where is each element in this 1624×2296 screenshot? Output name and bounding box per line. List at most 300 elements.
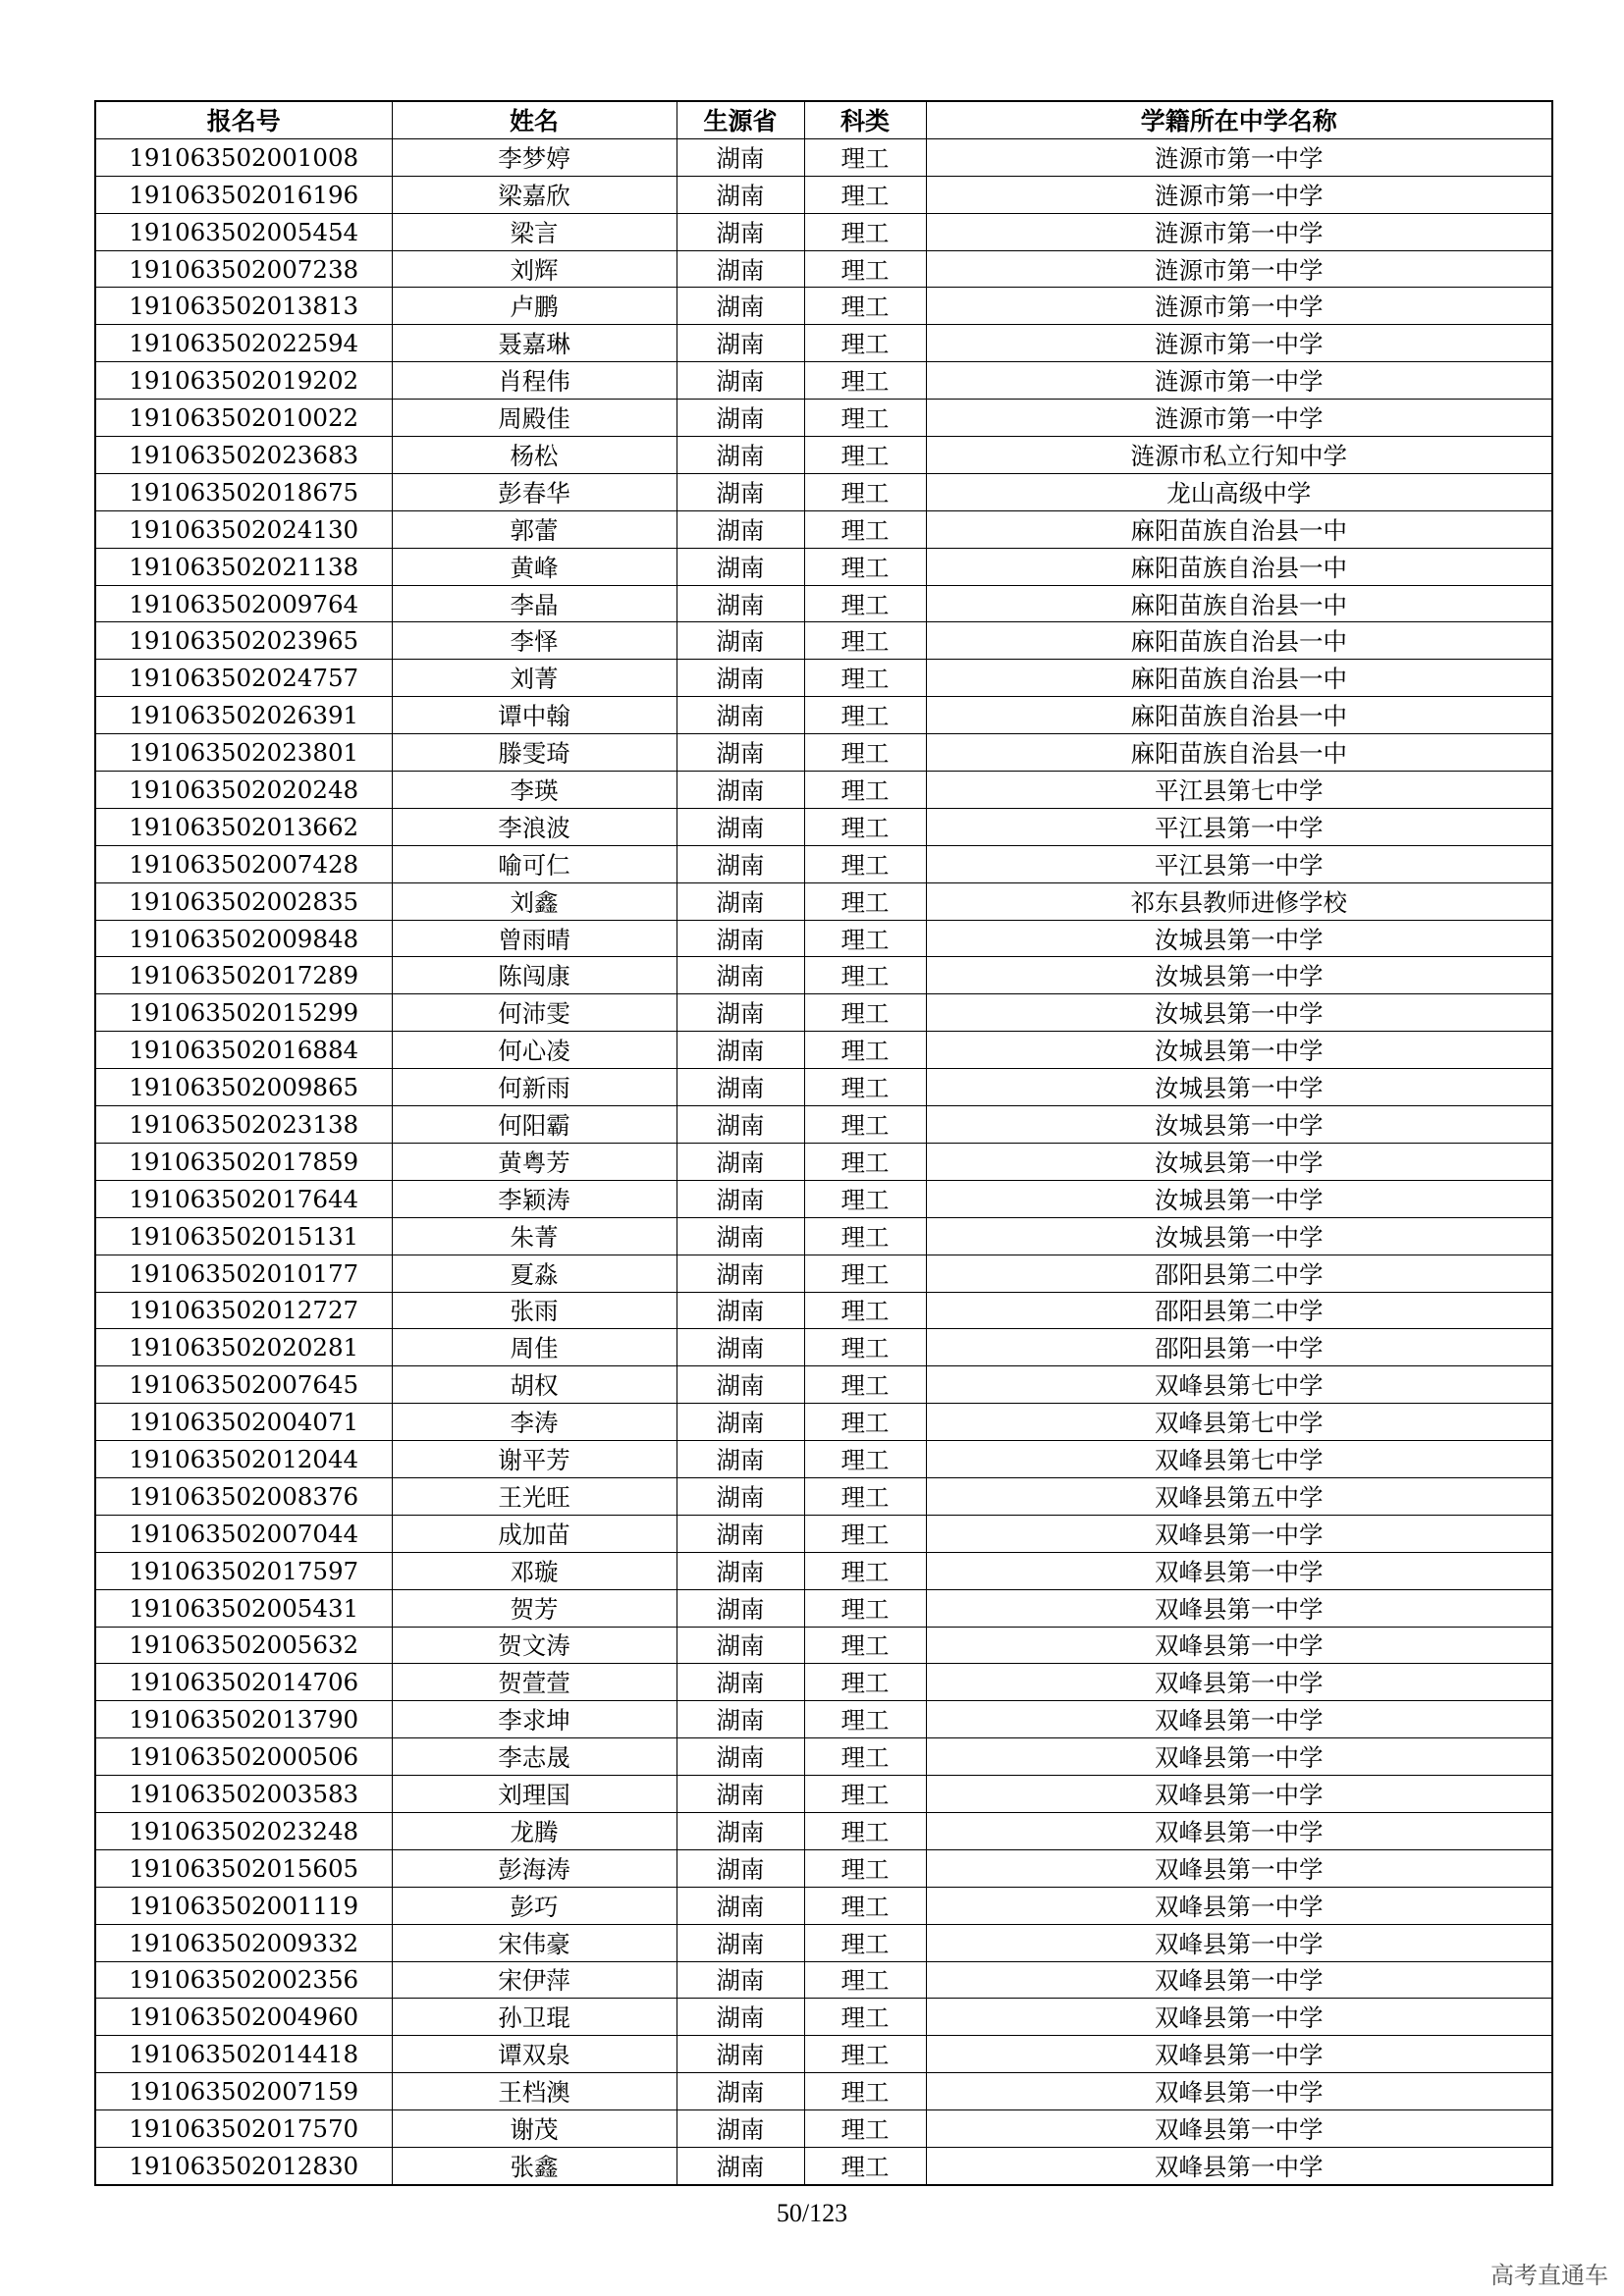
registration-no-cell: 191063502024757 (95, 660, 392, 697)
registration-no-cell: 191063502023801 (95, 734, 392, 772)
province-cell: 湖南 (677, 585, 804, 622)
registration-no-cell: 191063502023965 (95, 622, 392, 660)
category-cell: 理工 (804, 1589, 926, 1627)
school-cell: 麻阳苗族自治县一中 (926, 585, 1552, 622)
school-cell: 涟源市第一中学 (926, 325, 1552, 362)
category-cell: 理工 (804, 1776, 926, 1813)
province-cell: 湖南 (677, 138, 804, 176)
province-cell: 湖南 (677, 660, 804, 697)
name-cell: 李晶 (392, 585, 677, 622)
category-cell: 理工 (804, 622, 926, 660)
school-cell: 麻阳苗族自治县一中 (926, 622, 1552, 660)
name-cell: 张雨 (392, 1292, 677, 1329)
table-row (95, 622, 1552, 660)
registration-no-cell: 191063502024130 (95, 510, 392, 548)
name-cell: 龙腾 (392, 1812, 677, 1849)
watermark-text: 高考直通车 (1490, 2262, 1608, 2289)
name-cell: 贺萱萱 (392, 1664, 677, 1701)
registration-no-cell: 191063502005431 (95, 1589, 392, 1627)
school-cell: 邵阳县第二中学 (926, 1255, 1552, 1292)
category-cell: 理工 (804, 1627, 926, 1664)
registration-no-cell: 191063502001008 (95, 138, 392, 176)
school-cell: 双峰县第一中学 (926, 1961, 1552, 1999)
name-cell: 刘理国 (392, 1776, 677, 1813)
name-cell: 谭中翰 (392, 697, 677, 734)
category-cell: 理工 (804, 772, 926, 809)
name-cell: 何心凌 (392, 1032, 677, 1069)
school-cell: 邵阳县第一中学 (926, 1329, 1552, 1366)
table-row (95, 1441, 1552, 1478)
province-cell: 湖南 (677, 2036, 804, 2073)
table-row (95, 1069, 1552, 1106)
registration-no-cell: 191063502013813 (95, 288, 392, 325)
admission-list-table (94, 100, 1553, 2186)
school-cell: 涟源市私立行知中学 (926, 437, 1552, 474)
table-body (95, 138, 1552, 2184)
table-row (95, 1552, 1552, 1589)
category-cell: 理工 (804, 138, 926, 176)
name-cell: 成加苗 (392, 1515, 677, 1552)
province-cell: 湖南 (677, 1776, 804, 1813)
category-cell: 理工 (804, 1441, 926, 1478)
school-cell: 双峰县第七中学 (926, 1404, 1552, 1441)
school-cell: 双峰县第一中学 (926, 1627, 1552, 1664)
table-row (95, 957, 1552, 994)
province-cell: 湖南 (677, 1441, 804, 1478)
province-cell: 湖南 (677, 1404, 804, 1441)
name-cell: 贺文涛 (392, 1627, 677, 1664)
table-row (95, 1329, 1552, 1366)
registration-no-cell: 191063502003583 (95, 1776, 392, 1813)
registration-no-cell: 191063502007645 (95, 1366, 392, 1404)
name-cell: 夏淼 (392, 1255, 677, 1292)
table-row (95, 437, 1552, 474)
name-cell: 王光旺 (392, 1477, 677, 1515)
category-cell: 理工 (804, 2073, 926, 2110)
school-cell: 平江县第一中学 (926, 845, 1552, 882)
table-row (95, 845, 1552, 882)
category-cell: 理工 (804, 1701, 926, 1738)
registration-no-cell: 191063502013662 (95, 808, 392, 845)
table-row (95, 1701, 1552, 1738)
province-cell: 湖南 (677, 772, 804, 809)
table-row (95, 1776, 1552, 1813)
registration-no-cell: 191063502021138 (95, 548, 392, 585)
category-cell: 理工 (804, 288, 926, 325)
category-cell: 理工 (804, 250, 926, 288)
table-row (95, 660, 1552, 697)
province-cell: 湖南 (677, 250, 804, 288)
table-row (95, 920, 1552, 957)
registration-no-cell: 191063502014418 (95, 2036, 392, 2073)
province-cell: 湖南 (677, 1515, 804, 1552)
table-row (95, 510, 1552, 548)
school-cell: 双峰县第一中学 (926, 1552, 1552, 1589)
name-cell: 聂嘉琳 (392, 325, 677, 362)
category-cell: 理工 (804, 1329, 926, 1366)
school-cell: 麻阳苗族自治县一中 (926, 734, 1552, 772)
registration-no-cell: 191063502009848 (95, 920, 392, 957)
province-cell: 湖南 (677, 622, 804, 660)
table-row (95, 362, 1552, 400)
registration-no-cell: 191063502013790 (95, 1701, 392, 1738)
category-cell: 理工 (804, 660, 926, 697)
table-row (95, 772, 1552, 809)
category-cell: 理工 (804, 1143, 926, 1180)
table-row (95, 1589, 1552, 1627)
registration-no-cell: 191063502023138 (95, 1106, 392, 1144)
registration-no-cell: 191063502007428 (95, 845, 392, 882)
table-row (95, 1477, 1552, 1515)
province-cell: 湖南 (677, 1961, 804, 1999)
col-header-school: 学籍所在中学名称 (926, 101, 1552, 138)
province-cell: 湖南 (677, 1924, 804, 1961)
school-cell: 双峰县第一中学 (926, 2147, 1552, 2184)
school-cell: 双峰县第七中学 (926, 1366, 1552, 1404)
province-cell: 湖南 (677, 1552, 804, 1589)
name-cell: 彭春华 (392, 473, 677, 510)
registration-no-cell: 191063502007238 (95, 250, 392, 288)
category-cell: 理工 (804, 882, 926, 920)
school-cell: 双峰县第一中学 (926, 1589, 1552, 1627)
registration-no-cell: 191063502005632 (95, 1627, 392, 1664)
category-cell: 理工 (804, 1404, 926, 1441)
province-cell: 湖南 (677, 473, 804, 510)
table-row (95, 1999, 1552, 2036)
school-cell: 平江县第七中学 (926, 772, 1552, 809)
category-cell: 理工 (804, 1106, 926, 1144)
table-row (95, 1255, 1552, 1292)
table-row (95, 1032, 1552, 1069)
province-cell: 湖南 (677, 1143, 804, 1180)
school-cell: 双峰县第一中学 (926, 1999, 1552, 2036)
province-cell: 湖南 (677, 1701, 804, 1738)
school-cell: 双峰县第一中学 (926, 1515, 1552, 1552)
school-cell: 汝城县第一中学 (926, 994, 1552, 1032)
registration-no-cell: 191063502017644 (95, 1180, 392, 1217)
name-cell: 李志晟 (392, 1738, 677, 1776)
table-row (95, 548, 1552, 585)
name-cell: 陈闯康 (392, 957, 677, 994)
category-cell: 理工 (804, 2036, 926, 2073)
registration-no-cell: 191063502015131 (95, 1217, 392, 1255)
name-cell: 何沛雯 (392, 994, 677, 1032)
header-row (95, 101, 1552, 138)
category-cell: 理工 (804, 1032, 926, 1069)
school-cell: 涟源市第一中学 (926, 138, 1552, 176)
school-cell: 汝城县第一中学 (926, 1143, 1552, 1180)
school-cell: 双峰县第一中学 (926, 1664, 1552, 1701)
table-row (95, 288, 1552, 325)
table-row (95, 250, 1552, 288)
table-row (95, 1812, 1552, 1849)
name-cell: 梁嘉欣 (392, 176, 677, 213)
table-row (95, 2110, 1552, 2148)
province-cell: 湖南 (677, 400, 804, 437)
school-cell: 涟源市第一中学 (926, 250, 1552, 288)
registration-no-cell: 191063502023248 (95, 1812, 392, 1849)
category-cell: 理工 (804, 1961, 926, 1999)
registration-no-cell: 191063502010022 (95, 400, 392, 437)
table-row (95, 1404, 1552, 1441)
province-cell: 湖南 (677, 213, 804, 250)
school-cell: 涟源市第一中学 (926, 176, 1552, 213)
name-cell: 杨松 (392, 437, 677, 474)
registration-no-cell: 191063502015299 (95, 994, 392, 1032)
school-cell: 双峰县第七中学 (926, 1441, 1552, 1478)
table-row (95, 1217, 1552, 1255)
category-cell: 理工 (804, 1366, 926, 1404)
name-cell: 谢茂 (392, 2110, 677, 2148)
table-row (95, 1924, 1552, 1961)
registration-no-cell: 191063502014706 (95, 1664, 392, 1701)
col-header-name: 姓名 (392, 101, 677, 138)
name-cell: 李涛 (392, 1404, 677, 1441)
province-cell: 湖南 (677, 1106, 804, 1144)
province-cell: 湖南 (677, 1999, 804, 2036)
table-row (95, 585, 1552, 622)
school-cell: 汝城县第一中学 (926, 1180, 1552, 1217)
name-cell: 喻可仁 (392, 845, 677, 882)
school-cell: 汝城县第一中学 (926, 1106, 1552, 1144)
name-cell: 谢平芳 (392, 1441, 677, 1478)
school-cell: 汝城县第一中学 (926, 1217, 1552, 1255)
name-cell: 周殿佳 (392, 400, 677, 437)
name-cell: 胡权 (392, 1366, 677, 1404)
province-cell: 湖南 (677, 734, 804, 772)
province-cell: 湖南 (677, 1180, 804, 1217)
province-cell: 湖南 (677, 1627, 804, 1664)
name-cell: 谭双泉 (392, 2036, 677, 2073)
province-cell: 湖南 (677, 288, 804, 325)
registration-no-cell: 191063502019202 (95, 362, 392, 400)
registration-no-cell: 191063502023683 (95, 437, 392, 474)
registration-no-cell: 191063502004960 (95, 1999, 392, 2036)
registration-no-cell: 191063502022594 (95, 325, 392, 362)
name-cell: 何阳霸 (392, 1106, 677, 1144)
name-cell: 李瑛 (392, 772, 677, 809)
name-cell: 肖程伟 (392, 362, 677, 400)
province-cell: 湖南 (677, 994, 804, 1032)
name-cell: 李浪波 (392, 808, 677, 845)
table-row (95, 2036, 1552, 2073)
category-cell: 理工 (804, 325, 926, 362)
table-row (95, 2073, 1552, 2110)
registration-no-cell: 191063502009332 (95, 1924, 392, 1961)
province-cell: 湖南 (677, 920, 804, 957)
table-row (95, 400, 1552, 437)
province-cell: 湖南 (677, 697, 804, 734)
school-cell: 平江县第一中学 (926, 808, 1552, 845)
name-cell: 李梦婷 (392, 138, 677, 176)
school-cell: 汝城县第一中学 (926, 957, 1552, 994)
school-cell: 双峰县第一中学 (926, 1924, 1552, 1961)
province-cell: 湖南 (677, 548, 804, 585)
registration-no-cell: 191063502001119 (95, 1887, 392, 1924)
registration-no-cell: 191063502020248 (95, 772, 392, 809)
school-cell: 涟源市第一中学 (926, 288, 1552, 325)
registration-no-cell: 191063502010177 (95, 1255, 392, 1292)
province-cell: 湖南 (677, 176, 804, 213)
table-row (95, 1106, 1552, 1144)
name-cell: 宋伊萍 (392, 1961, 677, 1999)
table-row (95, 1143, 1552, 1180)
province-cell: 湖南 (677, 1664, 804, 1701)
name-cell: 卢鹏 (392, 288, 677, 325)
registration-no-cell: 191063502005454 (95, 213, 392, 250)
province-cell: 湖南 (677, 362, 804, 400)
category-cell: 理工 (804, 585, 926, 622)
category-cell: 理工 (804, 957, 926, 994)
province-cell: 湖南 (677, 2147, 804, 2184)
name-cell: 王档澳 (392, 2073, 677, 2110)
name-cell: 滕雯琦 (392, 734, 677, 772)
table-row (95, 882, 1552, 920)
table-row (95, 697, 1552, 734)
table-row (95, 1180, 1552, 1217)
table-row (95, 1627, 1552, 1664)
page-number: 50/123 (776, 2199, 848, 2227)
name-cell: 刘菁 (392, 660, 677, 697)
registration-no-cell: 191063502018675 (95, 473, 392, 510)
school-cell: 双峰县第一中学 (926, 2073, 1552, 2110)
category-cell: 理工 (804, 808, 926, 845)
category-cell: 理工 (804, 510, 926, 548)
school-cell: 麻阳苗族自治县一中 (926, 548, 1552, 585)
category-cell: 理工 (804, 1999, 926, 2036)
registration-no-cell: 191063502009865 (95, 1069, 392, 1106)
name-cell: 李颖涛 (392, 1180, 677, 1217)
col-header-province: 生源省 (677, 101, 804, 138)
name-cell: 宋伟豪 (392, 1924, 677, 1961)
table-row (95, 1887, 1552, 1924)
province-cell: 湖南 (677, 808, 804, 845)
name-cell: 邓璇 (392, 1552, 677, 1589)
name-cell: 张鑫 (392, 2147, 677, 2184)
province-cell: 湖南 (677, 1477, 804, 1515)
province-cell: 湖南 (677, 1217, 804, 1255)
school-cell: 麻阳苗族自治县一中 (926, 510, 1552, 548)
category-cell: 理工 (804, 1738, 926, 1776)
province-cell: 湖南 (677, 437, 804, 474)
name-cell: 贺芳 (392, 1589, 677, 1627)
category-cell: 理工 (804, 1924, 926, 1961)
school-cell: 麻阳苗族自治县一中 (926, 697, 1552, 734)
province-cell: 湖南 (677, 1738, 804, 1776)
province-cell: 湖南 (677, 1812, 804, 1849)
school-cell: 涟源市第一中学 (926, 362, 1552, 400)
category-cell: 理工 (804, 1255, 926, 1292)
school-cell: 双峰县第一中学 (926, 1776, 1552, 1813)
table-row (95, 213, 1552, 250)
name-cell: 彭巧 (392, 1887, 677, 1924)
registration-no-cell: 191063502017570 (95, 2110, 392, 2148)
category-cell: 理工 (804, 548, 926, 585)
registration-no-cell: 191063502008376 (95, 1477, 392, 1515)
category-cell: 理工 (804, 473, 926, 510)
category-cell: 理工 (804, 437, 926, 474)
col-header-category: 科类 (804, 101, 926, 138)
registration-no-cell: 191063502012830 (95, 2147, 392, 2184)
category-cell: 理工 (804, 1180, 926, 1217)
school-cell: 双峰县第一中学 (926, 1701, 1552, 1738)
category-cell: 理工 (804, 920, 926, 957)
name-cell: 何新雨 (392, 1069, 677, 1106)
table-row (95, 325, 1552, 362)
category-cell: 理工 (804, 400, 926, 437)
name-cell: 周佳 (392, 1329, 677, 1366)
school-cell: 双峰县第一中学 (926, 1849, 1552, 1887)
school-cell: 祁东县教师进修学校 (926, 882, 1552, 920)
province-cell: 湖南 (677, 510, 804, 548)
registration-no-cell: 191063502017597 (95, 1552, 392, 1589)
registration-no-cell: 191063502016196 (95, 176, 392, 213)
registration-no-cell: 191063502002356 (95, 1961, 392, 1999)
category-cell: 理工 (804, 1217, 926, 1255)
school-cell: 双峰县第一中学 (926, 1738, 1552, 1776)
category-cell: 理工 (804, 1552, 926, 1589)
category-cell: 理工 (804, 1887, 926, 1924)
school-cell: 汝城县第一中学 (926, 920, 1552, 957)
name-cell: 李求坤 (392, 1701, 677, 1738)
category-cell: 理工 (804, 994, 926, 1032)
province-cell: 湖南 (677, 845, 804, 882)
table-row (95, 808, 1552, 845)
school-cell: 龙山高级中学 (926, 473, 1552, 510)
category-cell: 理工 (804, 1515, 926, 1552)
table-row (95, 473, 1552, 510)
registration-no-cell: 191063502017859 (95, 1143, 392, 1180)
registration-no-cell: 191063502017289 (95, 957, 392, 994)
province-cell: 湖南 (677, 325, 804, 362)
province-cell: 湖南 (677, 2110, 804, 2148)
registration-no-cell: 191063502000506 (95, 1738, 392, 1776)
table-row (95, 1738, 1552, 1776)
col-header-registration-no: 报名号 (95, 101, 392, 138)
table-row (95, 1366, 1552, 1404)
table-row (95, 176, 1552, 213)
registration-no-cell: 191063502012044 (95, 1441, 392, 1478)
registration-no-cell: 191063502026391 (95, 697, 392, 734)
province-cell: 湖南 (677, 1366, 804, 1404)
registration-no-cell: 191063502009764 (95, 585, 392, 622)
school-cell: 双峰县第一中学 (926, 1887, 1552, 1924)
category-cell: 理工 (804, 2147, 926, 2184)
category-cell: 理工 (804, 176, 926, 213)
province-cell: 湖南 (677, 1887, 804, 1924)
name-cell: 孙卫琨 (392, 1999, 677, 2036)
table-row (95, 1961, 1552, 1999)
registration-no-cell: 191063502015605 (95, 1849, 392, 1887)
province-cell: 湖南 (677, 1589, 804, 1627)
category-cell: 理工 (804, 213, 926, 250)
category-cell: 理工 (804, 362, 926, 400)
school-cell: 汝城县第一中学 (926, 1032, 1552, 1069)
school-cell: 双峰县第五中学 (926, 1477, 1552, 1515)
category-cell: 理工 (804, 1069, 926, 1106)
name-cell: 黄峰 (392, 548, 677, 585)
province-cell: 湖南 (677, 957, 804, 994)
registration-no-cell: 191063502007044 (95, 1515, 392, 1552)
school-cell: 双峰县第一中学 (926, 1812, 1552, 1849)
category-cell: 理工 (804, 697, 926, 734)
name-cell: 曾雨晴 (392, 920, 677, 957)
table-row (95, 1515, 1552, 1552)
province-cell: 湖南 (677, 1255, 804, 1292)
registration-no-cell: 191063502002835 (95, 882, 392, 920)
category-cell: 理工 (804, 845, 926, 882)
name-cell: 黄粤芳 (392, 1143, 677, 1180)
